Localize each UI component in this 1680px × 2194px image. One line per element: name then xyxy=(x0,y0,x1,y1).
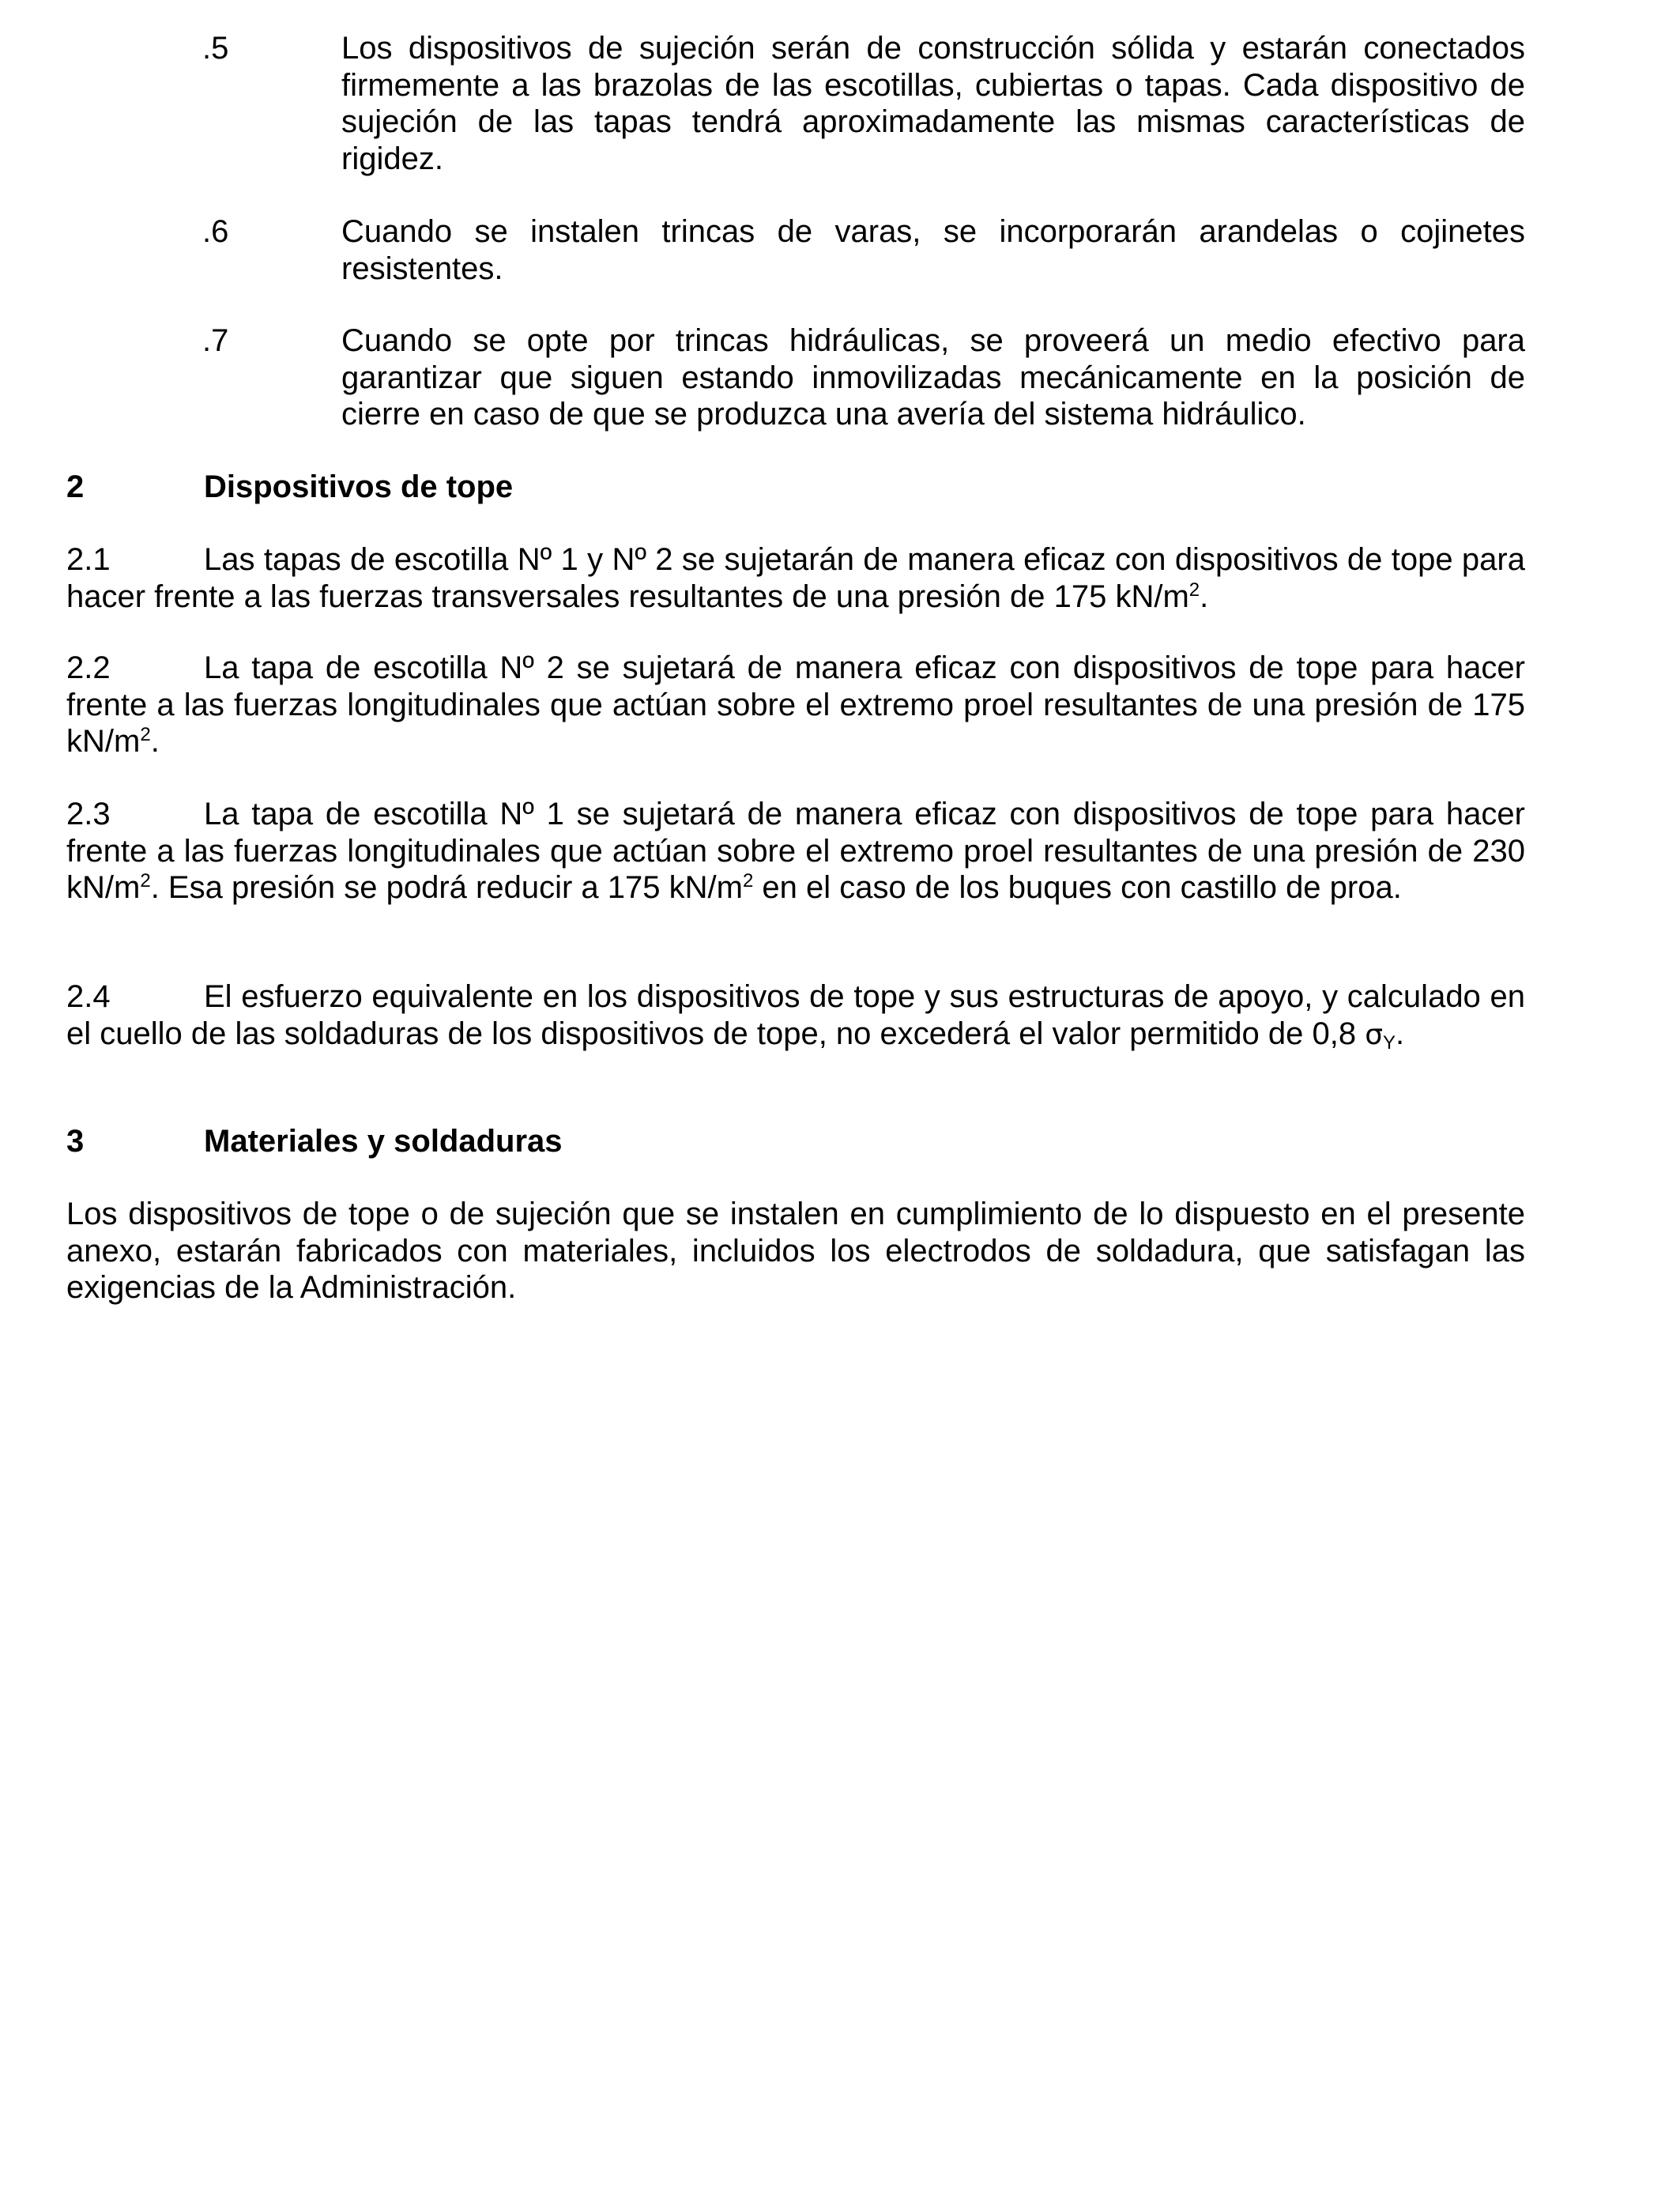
list-item-number: .6 xyxy=(202,214,229,249)
superscript: 2 xyxy=(1188,579,1200,601)
paragraph-2-4 xyxy=(66,978,1525,1054)
superscript: 2 xyxy=(140,724,151,745)
list-item-text: Cuando se instalen trincas de varas, se incorporarán arandelas o cojinetes resistentes. xyxy=(341,214,1525,286)
superscript: 2 xyxy=(742,870,754,892)
sigma-symbol: σ xyxy=(1365,1018,1384,1051)
paragraph-2-1 xyxy=(66,541,1525,615)
paragraph-text: Las tapas de escotilla Nº 1 y Nº 2 se sujetarán de manera eficaz con dispositivos de tope para hacer frente a las fuerzas transversales resultantes de una presión de 175 kN/m xyxy=(66,542,1525,614)
paragraph-text-middle: . Esa presión se podrá reducir a 175 kN/m xyxy=(150,870,743,905)
list-item-number: .7 xyxy=(202,323,229,358)
list-item xyxy=(66,322,1525,433)
list-item xyxy=(66,213,1525,287)
paragraph-text: La tapa de escotilla Nº 2 se sujetará de manera eficaz con dispositivos de tope para hacer frente a las fuerzas longitudinales que actúan sobre el extremo proel resultantes de una presión de 175 kN/m xyxy=(66,650,1525,759)
paragraph-number: 2.2 xyxy=(66,650,111,685)
paragraph-text-end: . xyxy=(150,724,160,759)
list-item-text: Cuando se opte por trincas hidráulicas, se proveerá un medio efectivo para garantizar que siguen estando inmovilizadas mecánicamente en la posición de cierre en caso de que se produzca una avería del sistema hidráulico. xyxy=(341,323,1525,432)
paragraph-text: Los dispositivos de tope o de sujeción que se instalen en cumplimiento de lo dispuesto en el presente anexo, estarán fabricados con materiales, incluidos los electrodos de soldadura, que satisfagan las exigencias de la Administración. xyxy=(66,1197,1525,1305)
paragraph-2-3 xyxy=(66,796,1525,907)
paragraph-text: El esfuerzo equivalente en los dispositivos de tope y sus estructuras de apoyo, y calculado en el cuello de las soldaduras de los dispositivos de tope, no excederá el valor permitido de 0,8 xyxy=(66,979,1525,1051)
paragraph-text: La tapa de escotilla Nº 1 se sujetará de manera eficaz con dispositivos de tope para hacer frente a las fuerzas longitudinales que actúan sobre el extremo proel resultantes de una presión de 230 kN/m xyxy=(66,797,1525,905)
paragraph-number: 2.1 xyxy=(66,542,111,577)
section-number: 2 xyxy=(66,469,85,504)
paragraph-text-end: . xyxy=(1396,1016,1405,1051)
section-title: Materiales y soldaduras xyxy=(204,1124,563,1159)
superscript: 2 xyxy=(140,870,151,892)
paragraph-number: 2.4 xyxy=(66,979,111,1014)
list-item xyxy=(66,30,1525,177)
list-item-text: Los dispositivos de sujeción serán de construcción sólida y estarán conectados firmemente a las brazolas de las escotillas, cubiertas o tapas. Cada dispositivo de sujeción de las tapas tendrá aproximadamente las mismas características de rigidez. xyxy=(341,31,1525,176)
paragraph-text-end: en el caso de los buques con castillo de proa. xyxy=(753,870,1402,905)
section-number: 3 xyxy=(66,1124,85,1159)
subscript: Y xyxy=(1383,1031,1396,1054)
paragraph-3 xyxy=(66,1196,1525,1306)
section-heading xyxy=(66,469,1525,506)
paragraph-2-2 xyxy=(66,650,1525,760)
paragraph-text-end: . xyxy=(1200,579,1209,614)
list-item-number: .5 xyxy=(202,31,229,66)
paragraph-number: 2.3 xyxy=(66,797,111,831)
section-title: Dispositivos de tope xyxy=(204,469,514,504)
section-heading xyxy=(66,1123,1525,1160)
